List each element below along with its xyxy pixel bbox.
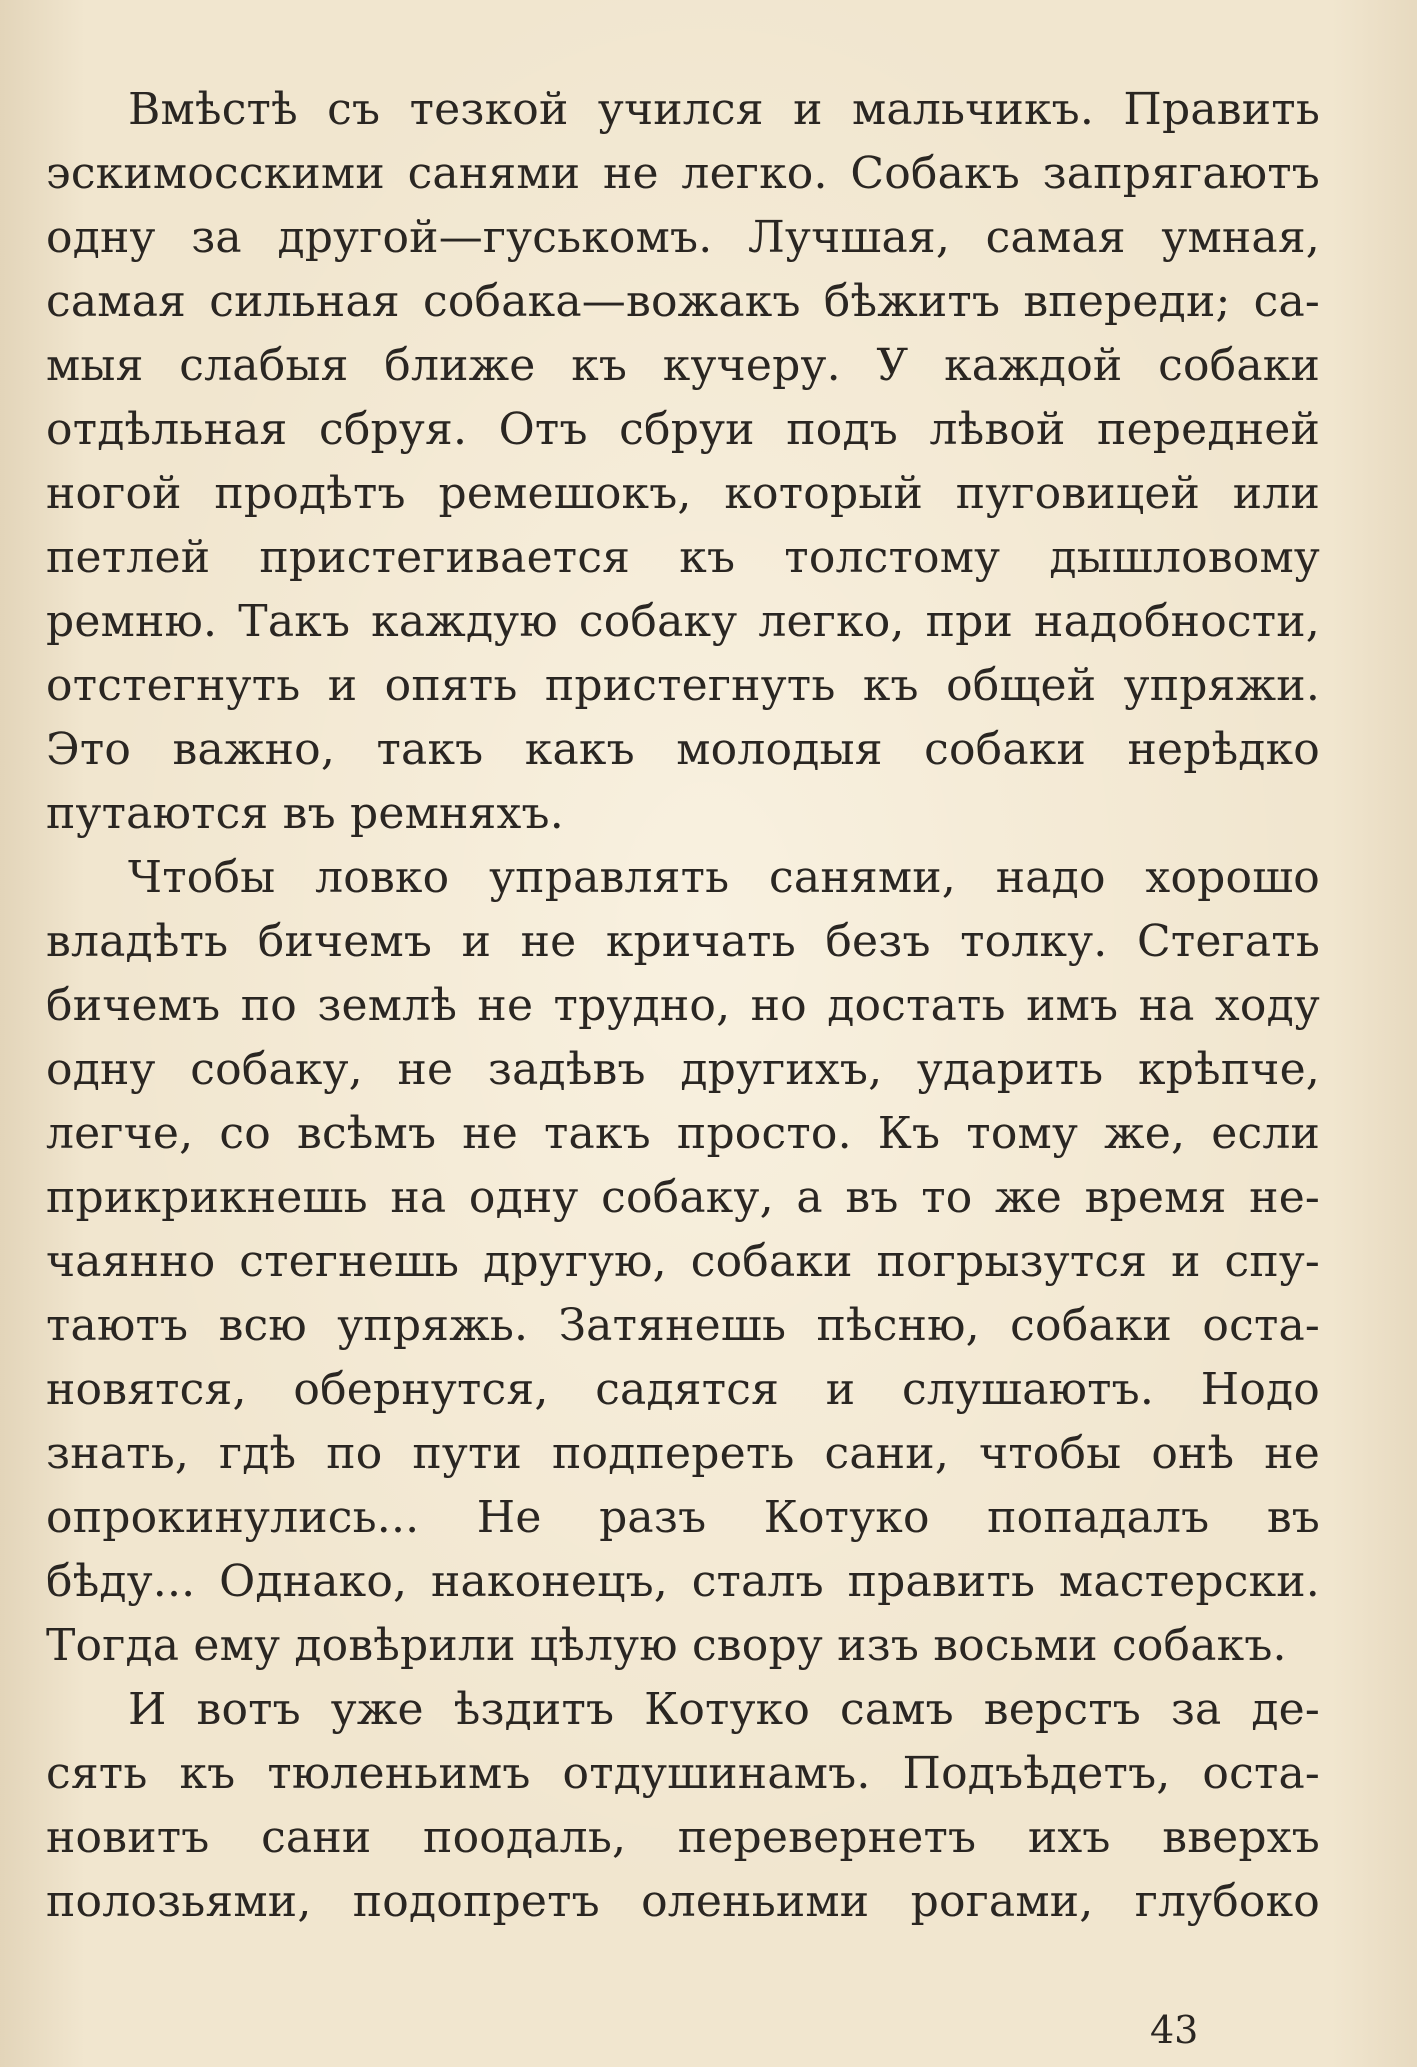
paragraph-3	[46, 1678, 1320, 1934]
text-line: одну за другой—гуськомъ. Лучшая, самая умная,	[46, 212, 1320, 263]
text-line: ремню. Такъ каждую собаку легко, при надобности,	[46, 596, 1320, 647]
page-number: 43	[1150, 2008, 1199, 2052]
text-line: полозьями, подопретъ оленьими рогами, глубоко	[46, 1876, 1320, 1927]
text-line: бичемъ по землѣ не трудно, но достать имъ на ходу	[46, 980, 1320, 1031]
text-line: одну собаку, не задѣвъ другихъ, ударить крѣпче,	[46, 1044, 1320, 1095]
text-line: петлей пристегивается къ толстому дышловому	[46, 532, 1320, 583]
text-line: Это важно, такъ какъ молодыя собаки нерѣдко	[46, 724, 1320, 775]
paragraph-1	[46, 78, 1320, 846]
text-line: ногой продѣтъ ремешокъ, который пуговицей или	[46, 468, 1320, 519]
text-line: прикрикнешь на одну собаку, а въ то же время не-	[46, 1172, 1320, 1223]
text-line: бѣду... Однако, наконецъ, сталъ править мастерски.	[46, 1556, 1320, 1607]
text-line: путаются въ ремняхъ.	[46, 788, 564, 839]
text-line: И вотъ уже ѣздитъ Котуко самъ верстъ за де-	[128, 1684, 1320, 1735]
text-line: отдѣльная сбруя. Отъ сбруи подъ лѣвой передней	[46, 404, 1320, 455]
text-line: новятся, обернутся, садятся и слушаютъ. Нодо	[46, 1364, 1320, 1415]
text-line: знать, гдѣ по пути подпереть сани, чтобы онѣ не	[46, 1428, 1320, 1479]
text-line: чаянно стегнешь другую, собаки погрызутся и спу-	[46, 1236, 1320, 1287]
text-line: самая сильная собака—вожакъ бѣжитъ впереди; са-	[46, 276, 1320, 327]
text-line: опрокинулись... Не разъ Котуко попадалъ въ	[46, 1492, 1320, 1543]
text-line: новитъ сани поодаль, перевернетъ ихъ вверхъ	[46, 1812, 1320, 1863]
text-line: Вмѣстѣ съ тезкой учился и мальчикъ. Править	[128, 84, 1320, 135]
text-line: Тогда ему довѣрили цѣлую свору изъ восьми собакъ.	[46, 1620, 1287, 1671]
text-line: Чтобы ловко управлять санями, надо хорошо	[128, 852, 1320, 903]
paragraph-2	[46, 846, 1320, 1678]
body-text	[46, 78, 1320, 1934]
text-line: таютъ всю упряжь. Затянешь пѣсню, собаки оста-	[46, 1300, 1320, 1351]
text-line: эскимосскими санями не легко. Собакъ запрягаютъ	[46, 148, 1320, 199]
text-line: сять къ тюленьимъ отдушинамъ. Подъѣдетъ, оста-	[46, 1748, 1320, 1799]
text-line: мыя слабыя ближе къ кучеру. У каждой собаки	[46, 340, 1320, 391]
text-line: легче, со всѣмъ не такъ просто. Къ тому же, если	[46, 1108, 1320, 1159]
text-line: отстегнуть и опять пристегнуть къ общей упряжи.	[46, 660, 1320, 711]
text-line: владѣть бичемъ и не кричать безъ толку. Стегать	[46, 916, 1320, 967]
